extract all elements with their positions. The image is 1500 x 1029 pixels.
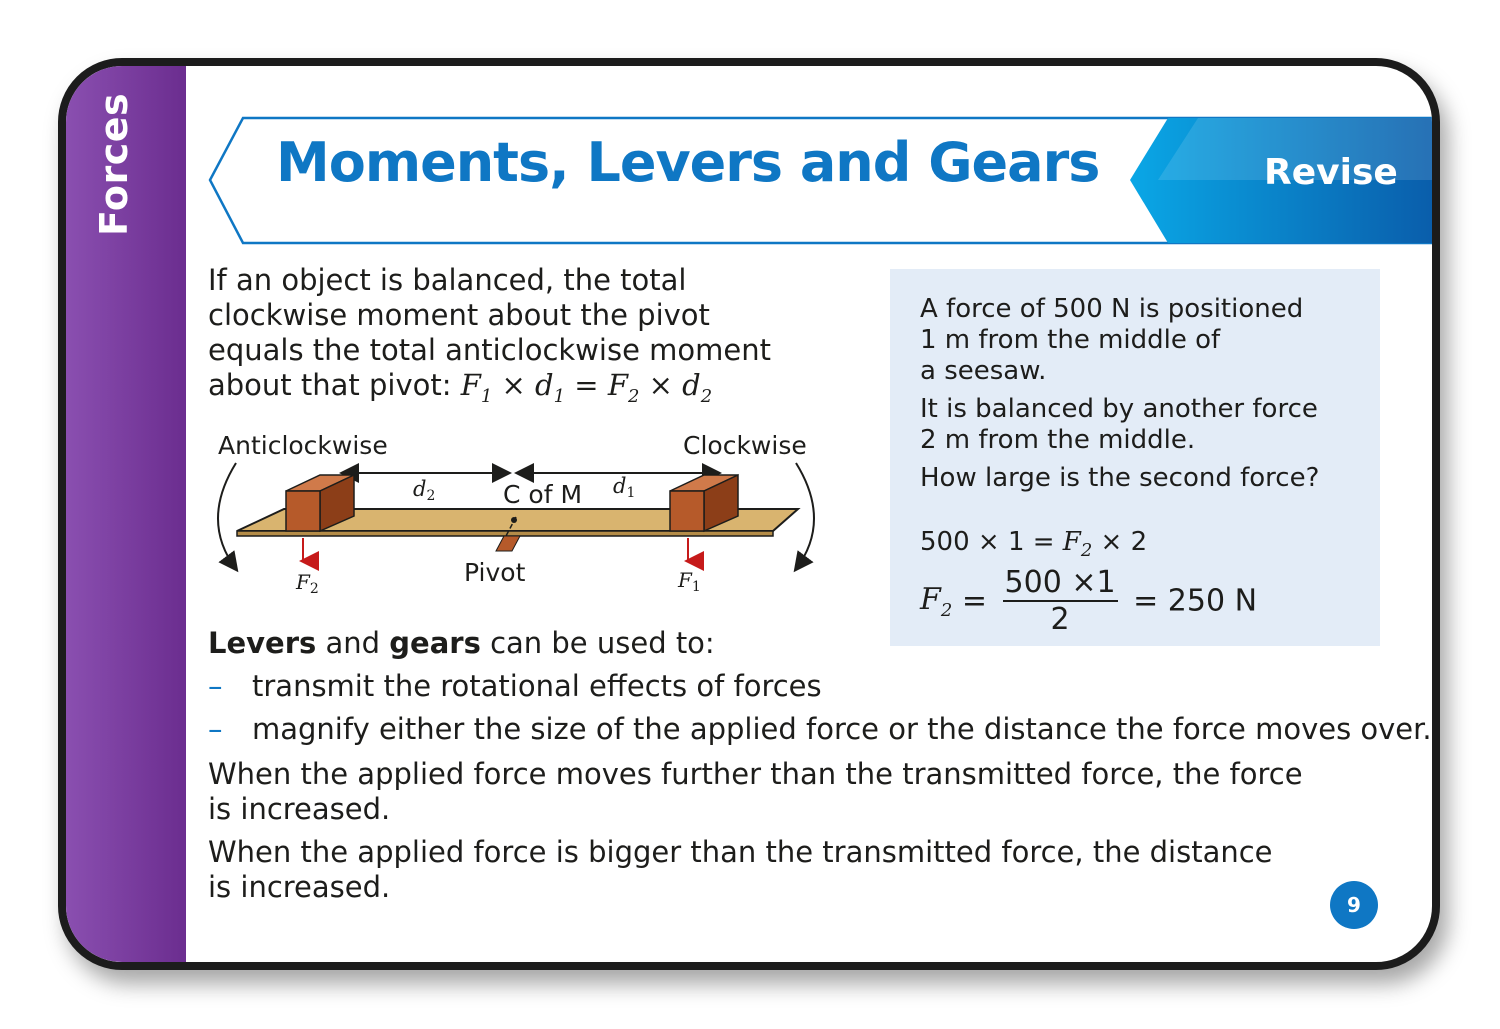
moment-equation: $F_1 \times d_1 = F_2 \times d_2$: [460, 368, 713, 407]
list-item: – magnify either the size of the applied force or the distance the force moves over.: [208, 712, 1432, 746]
pivot-wedge: [496, 536, 520, 551]
bullet-dash: –: [208, 712, 223, 746]
intro-line-2: clockwise moment about the pivot: [208, 298, 710, 332]
example-line-5: 2 m from the middle.: [920, 425, 1196, 455]
intro-line-3: equals the total anticlockwise moment: [208, 333, 771, 367]
d1-label: d1: [613, 474, 636, 501]
paragraph-1-line-2: is increased.: [208, 792, 391, 826]
clockwise-arrow: [796, 463, 814, 569]
section-tab: [66, 66, 186, 962]
bullet-dash: –: [208, 669, 223, 703]
page-title: Moments, Levers and Gears: [276, 131, 1100, 194]
example-line-2: 1 m from the middle of: [920, 325, 1221, 355]
example-equation-2: $F_2$ = $\frac{500 \times 1}{2}$ = 250 N: [920, 565, 1258, 637]
clockwise-label: Clockwise: [683, 431, 807, 460]
levers-intro: Levers and gears can be used to:: [208, 626, 715, 660]
center-of-mass-label: C of M: [503, 480, 583, 509]
example-equation-1: $500 \times 1 = F_2 \times 2$: [920, 527, 1148, 562]
intro-line-1: If an object is balanced, the total: [208, 263, 687, 297]
right-block: [670, 491, 704, 531]
paragraph-2-line-2: is increased.: [208, 870, 391, 904]
paragraph-1-line-1: When the applied force moves further than the transmitted force, the force: [208, 757, 1303, 791]
f1-label: $F_1$: [678, 568, 701, 595]
example-question: How large is the second force?: [920, 463, 1320, 493]
example-line-1: A force of 500 N is positioned: [920, 294, 1304, 324]
example-line-4: It is balanced by another force: [920, 394, 1318, 424]
list-item: – transmit the rotational effects of forces: [208, 669, 822, 703]
d2-label: d2: [413, 477, 436, 504]
revise-label: Revise: [1264, 152, 1398, 193]
revision-card: [58, 58, 1440, 970]
example-fraction: $\frac{500 \times 1}{2}$: [1004, 565, 1116, 637]
section-tab-label: Forces: [92, 92, 136, 236]
paragraph-2-line-1: When the applied force is bigger than the transmitted force, the distance: [208, 835, 1273, 869]
intro-line-4-prefix: about that pivot:: [208, 368, 461, 402]
left-block: [286, 491, 320, 531]
intro-line-4: [208, 368, 712, 414]
seesaw-diagram: [208, 421, 868, 606]
anticlockwise-label: Anticlockwise: [218, 431, 388, 460]
f2-label: $F_2$: [296, 570, 319, 597]
example-line-3: a seesaw.: [920, 356, 1047, 386]
anticlockwise-arrow: [218, 463, 236, 569]
page-number: 9: [1330, 881, 1378, 929]
worked-example-box: [890, 269, 1380, 646]
center-of-mass-dot: [511, 517, 517, 523]
pivot-label: Pivot: [464, 558, 526, 587]
